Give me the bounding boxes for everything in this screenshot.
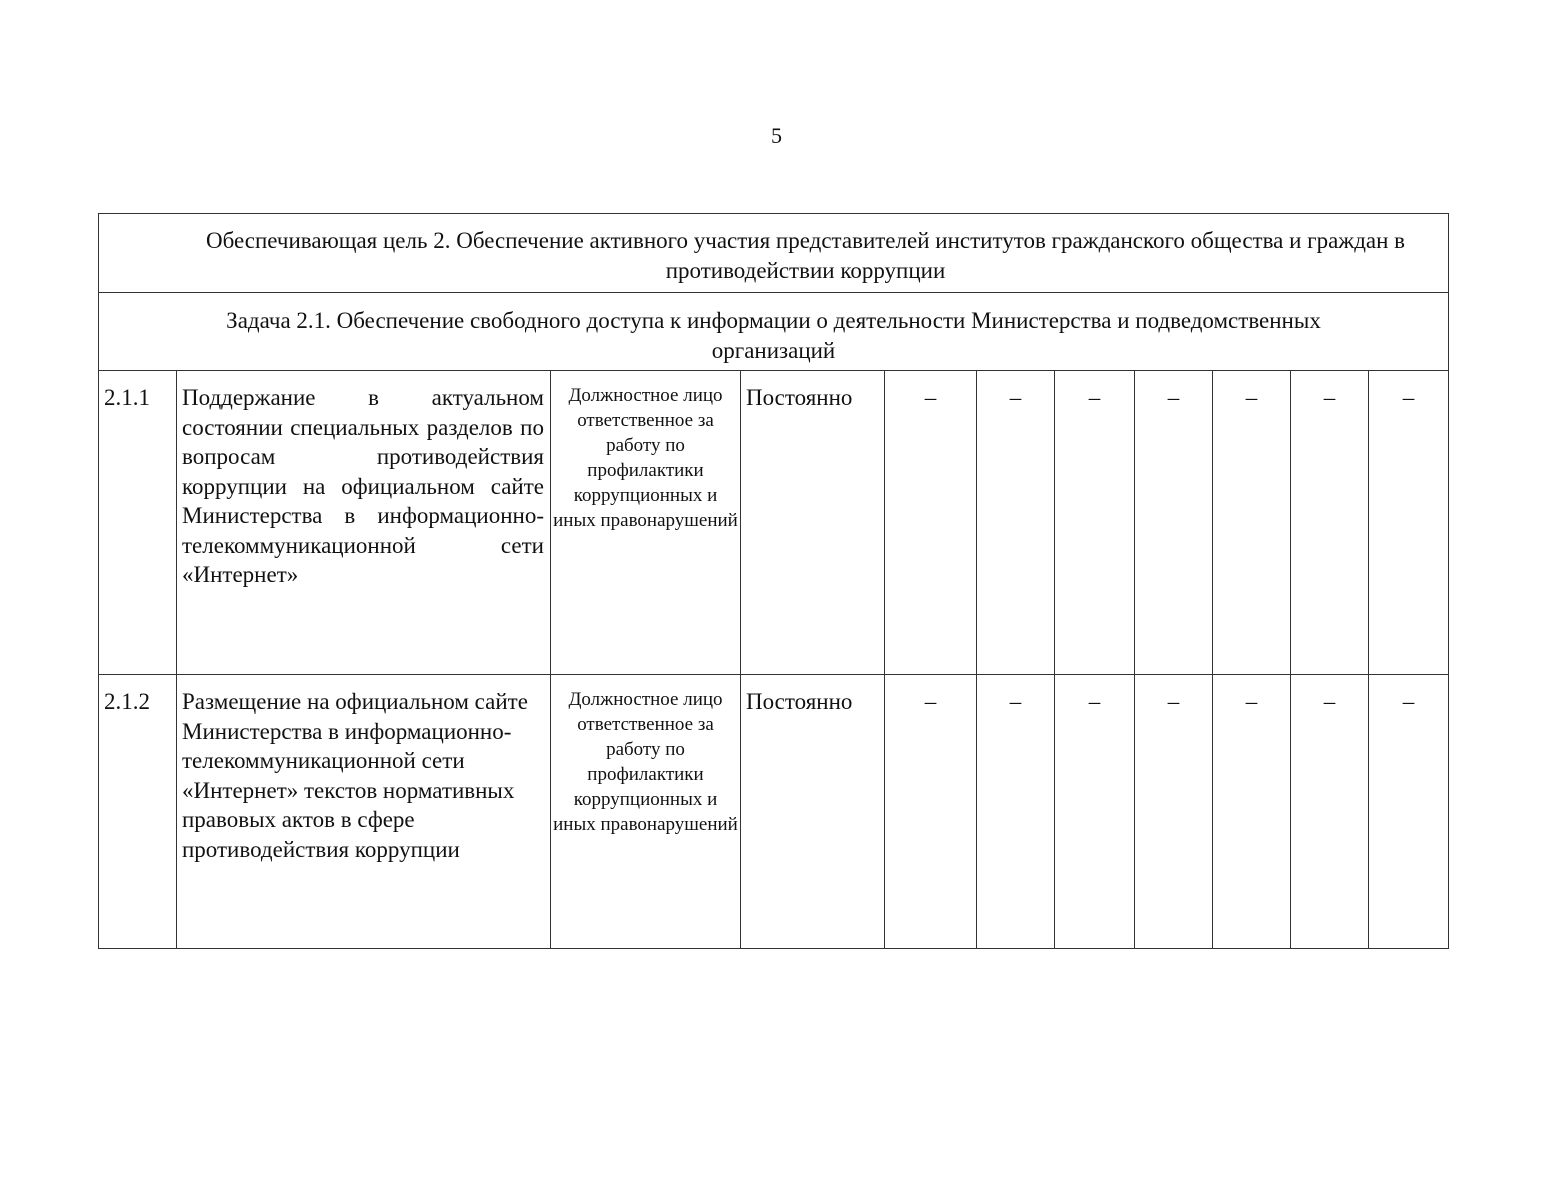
item-value: – <box>1055 371 1135 675</box>
item-value: – <box>1055 675 1135 949</box>
item-description: Размещение на официальном сайте Министерства в информационно-телекоммуникационной сети «Интернет» текстов нормативных правовых актов в сфере противодействия коррупции <box>177 675 551 949</box>
task-heading: Задача 2.1. Обеспечение свободного доступа к информации о деятельности Министерства и подведомственных организаций <box>99 293 1449 371</box>
item-responsible: Должностное лицо ответственное за работу по профилактики коррупционных и иных правонарушений <box>551 371 741 675</box>
item-period: Постоянно <box>741 371 885 675</box>
item-period: Постоянно <box>741 675 885 949</box>
item-value: – <box>1369 675 1449 949</box>
table-row <box>99 371 1449 675</box>
item-value: – <box>1369 371 1449 675</box>
item-value: – <box>1291 675 1369 949</box>
page-number: 5 <box>771 123 782 148</box>
item-value: – <box>1291 371 1369 675</box>
item-number: 2.1.1 <box>99 371 177 675</box>
item-number: 2.1.2 <box>99 675 177 949</box>
task-row <box>99 293 1449 371</box>
measures-table <box>98 213 1449 949</box>
table-row <box>99 675 1449 949</box>
item-value: – <box>1135 371 1213 675</box>
item-value: – <box>977 371 1055 675</box>
item-value: – <box>885 675 977 949</box>
item-value: – <box>1213 675 1291 949</box>
goal-heading: Обеспечивающая цель 2. Обеспечение активного участия представителей институтов гражданского общества и граждан в противодействии коррупции <box>99 214 1449 293</box>
item-value: – <box>885 371 977 675</box>
item-responsible: Должностное лицо ответственное за работу по профилактики коррупционных и иных правонарушений <box>551 675 741 949</box>
item-description: Поддержание в актуальном состоянии специальных разделов по вопросам противодействия коррупции на официальном сайте Министерства в информационно-телекоммуникационной сети «Интернет» <box>177 371 551 675</box>
item-value: – <box>977 675 1055 949</box>
item-value: – <box>1135 675 1213 949</box>
goal-row <box>99 214 1449 293</box>
item-value: – <box>1213 371 1291 675</box>
